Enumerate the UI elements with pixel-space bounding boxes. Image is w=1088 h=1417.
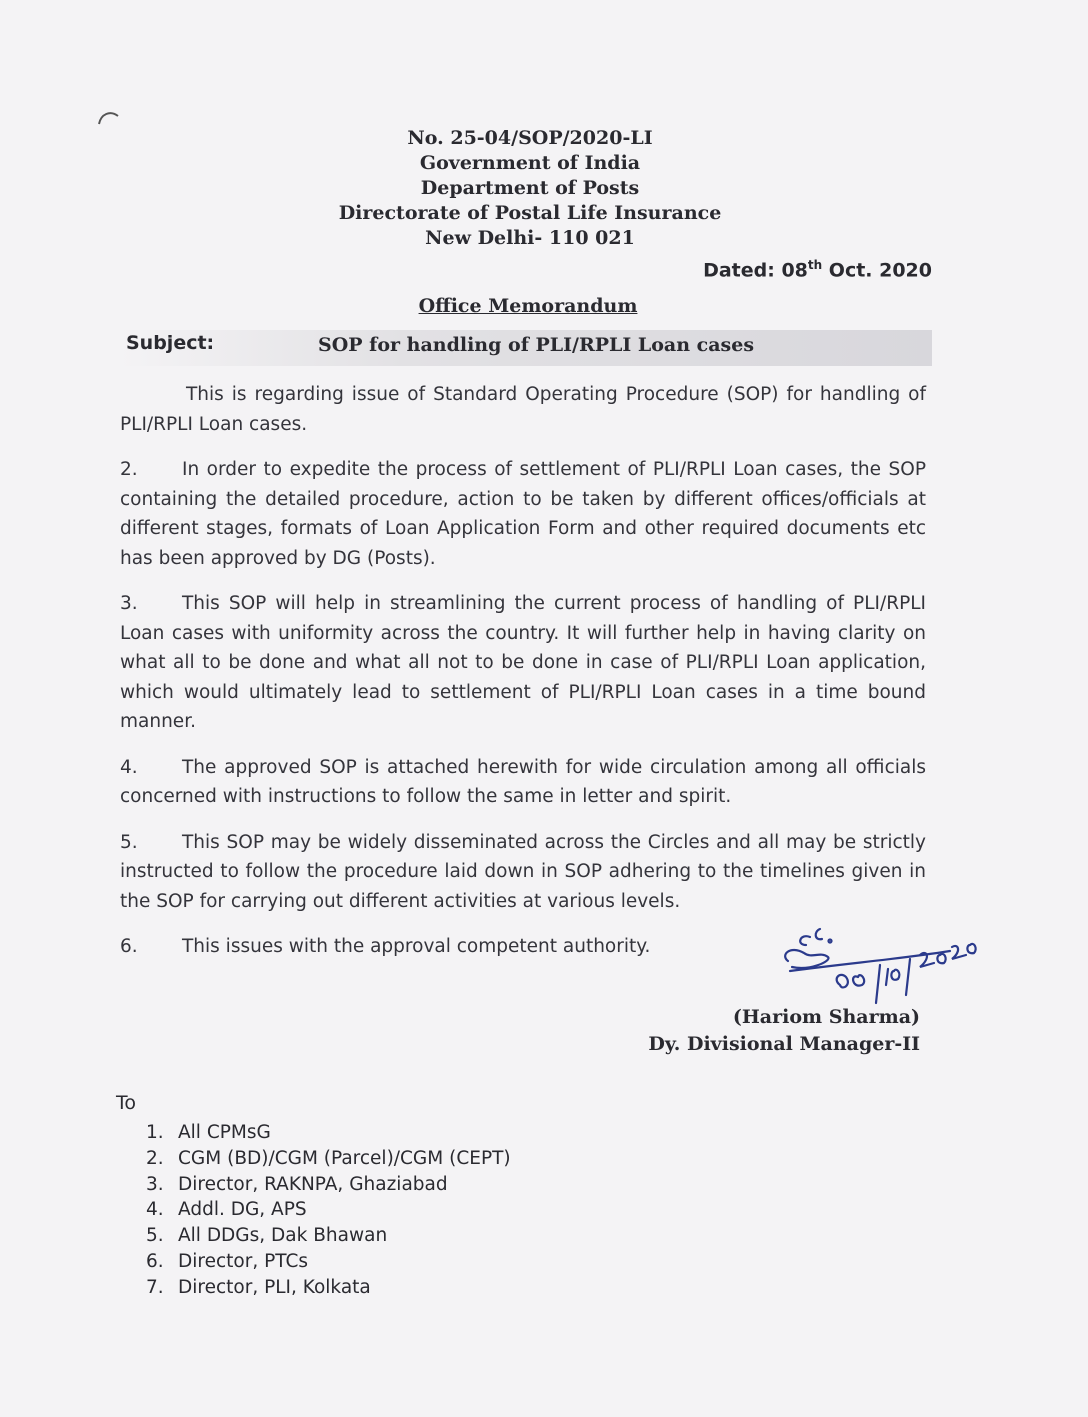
signatory-block [648,1004,920,1058]
paragraph-5: 5. This SOP may be widely disseminated across the Circles and all may be strictly instructed to follow the procedure laid down in SOP adhering to the timelines given in the SOP for carrying out different activities at various levels. [120,831,926,912]
department-line: Department of Posts [420,177,640,199]
paragraph-1: This is regarding issue of Standard Operating Procedure (SOP) for handling of PLI/RPLI Loan cases. [120,384,926,435]
subject-text: SOP for handling of PLI/RPLI Loan cases [318,334,755,356]
paragraph-6: 6. This issues with the approval competent authority. [120,936,651,957]
paragraph-2: 2. In order to expedite the process of settlement of PLI/RPLI Loan cases, the SOP containing the detailed procedure, action to be taken by different offices/officials at different stages, formats of Loan Application Form and other required documents etc has been approved by DG (Posts). [120,459,926,569]
subject-row [120,330,932,366]
to-label: To [116,1092,137,1114]
list-item: 2. CGM (BD)/CGM (Parcel)/CGM (CEPT) [146,1147,511,1169]
list-item: 6. Director, PTCs [146,1250,309,1272]
list-item: 1. All CPMsG [146,1122,271,1143]
government-line: Government of India [419,152,641,174]
signatory-designation: Dy. Divisional Manager-II [648,1033,920,1055]
subject-label: Subject: [126,332,215,354]
punch-hole-mark-icon [96,108,120,128]
paragraph-4: 4. The approved SOP is attached herewith for wide circulation among all officials concerned with instructions to follow the same in letter and spirit. [120,756,926,807]
memo-title: Office Memorandum [418,295,638,317]
signatory-name: (Hariom Sharma) [732,1006,920,1028]
reference-number: No. 25-04/SOP/2020-LI [407,127,653,149]
handwritten-signature [770,915,980,1005]
memo-body [120,380,926,978]
list-item: 5. All DDGs, Dak Bhawan [146,1225,388,1247]
address-line: New Delhi- 110 021 [425,227,635,249]
letterhead [330,126,730,251]
directorate-line: Directorate of Postal Life Insurance [338,202,722,224]
paragraph-3: 3. This SOP will help in streamlining the current process of handling of PLI/RPLI Loan cases with uniformity across the country. It will further help in having clarity on what all to be done and what all not to be done in case of PLI/RPLI Loan application, which would ultimately lead to settlement of PLI/RPLI Loan cases in a time bound manner. [120,593,926,732]
list-item: 3. Director, RAKNPA, Ghaziabad [146,1173,448,1195]
list-item: 4. Addl. DG, APS [146,1199,307,1221]
date-line: Dated: 08th Oct. 2020 [703,258,932,282]
recipient-list [146,1120,511,1301]
list-item: 7. Director, PLI, Kolkata [146,1276,371,1298]
